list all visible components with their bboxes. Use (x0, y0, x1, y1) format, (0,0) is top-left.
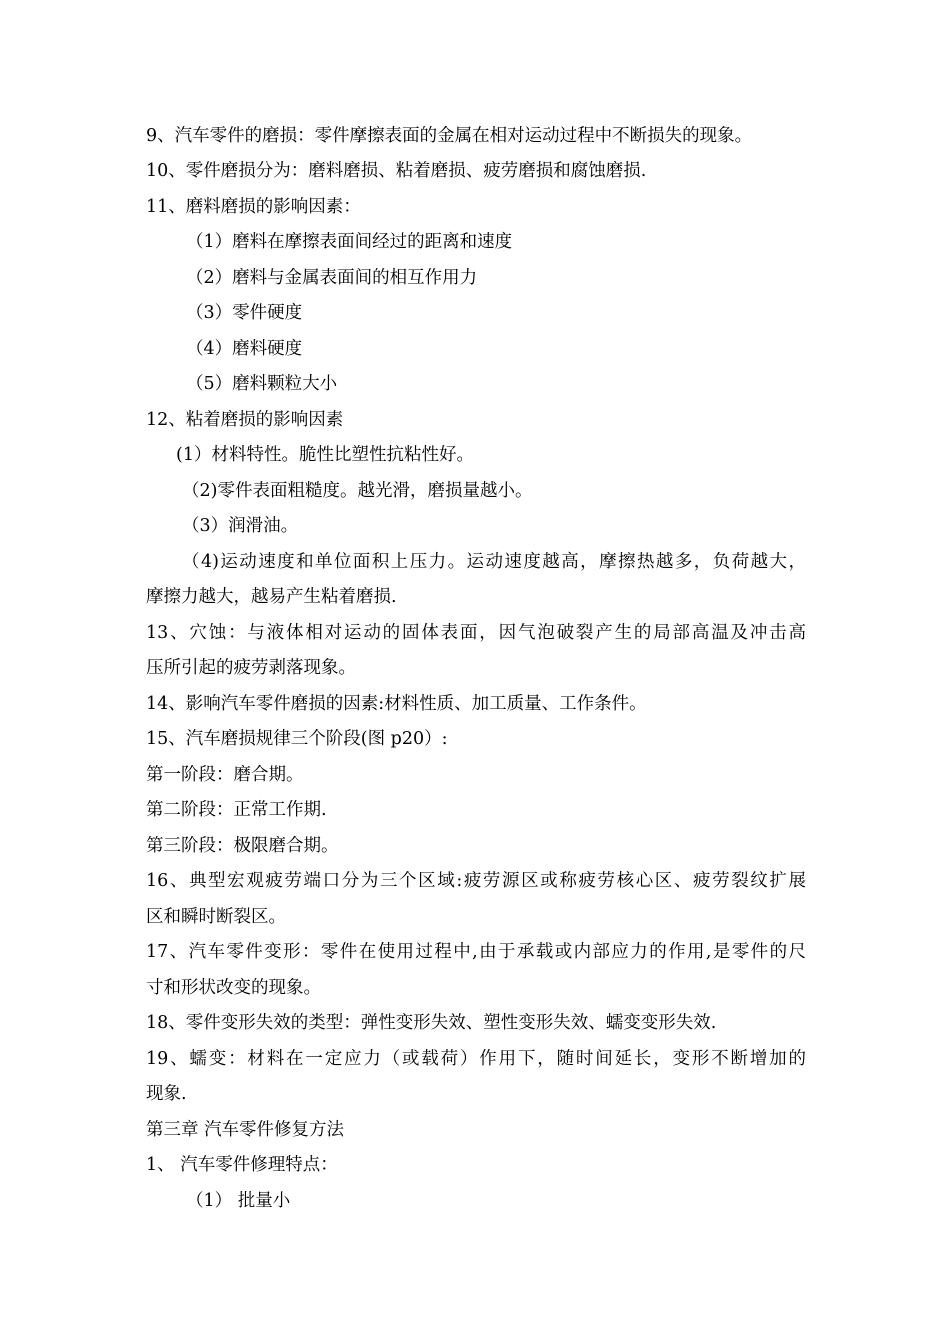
item-13-cavitation: 13、穴蚀：与液体相对运动的固体表面，因气泡破裂产生的局部高温及冲击高 (146, 623, 806, 643)
item-11-sub-2: （2）磨料与金属表面间的相互作用力 (186, 268, 478, 288)
item-19-creep: 19、蠕变：材料在一定应力（或载荷）作用下，随时间延长，变形不断增加的 (146, 1049, 806, 1069)
item-12-sub-1: (1）材料特性。脆性比塑性抗粘性好。 (176, 445, 474, 465)
stage-3: 第三阶段：极限磨合期。 (146, 836, 339, 856)
item-10-wear-types: 10、零件磨损分为：磨料磨损、粘着磨损、疲劳磨损和腐蚀磨损. (146, 161, 647, 181)
item-11-heading: 11、磨料磨损的影响因素： (146, 197, 361, 217)
stage-2: 第二阶段：正常工作期. (146, 800, 327, 820)
item-12-sub-4: （4)运动速度和单位面积上压力。运动速度越高，摩擦热越多，负荷越大， (182, 552, 806, 572)
chapter-3-item-1-sub-1: （1） 批量小 (186, 1191, 291, 1211)
item-9-definition: 9、汽车零件的磨损：零件摩擦表面的金属在相对运动过程中不断损失的现象。 (146, 126, 753, 146)
item-14-factors: 14、影响汽车零件磨损的因素:材料性质、加工质量、工作条件。 (146, 694, 647, 714)
item-12-sub-2: （2)零件表面粗糙度。越光滑，磨损量越小。 (182, 481, 533, 501)
item-13-cont: 压所引起的疲劳剥落现象。 (146, 658, 356, 678)
item-15-heading: 15、汽车磨损规律三个阶段(图 p20）: (146, 729, 448, 749)
item-16-cont: 区和瞬时断裂区。 (146, 907, 286, 927)
chapter-3-item-1: 1、 汽车零件修理特点： (146, 1155, 338, 1175)
item-17-cont: 寸和形状改变的现象。 (146, 978, 321, 998)
item-19-cont: 现象. (146, 1084, 187, 1104)
item-16-fatigue: 16、典型宏观疲劳端口分为三个区域:疲劳源区或称疲劳核心区、疲劳裂纹扩展 (146, 871, 806, 891)
stage-1: 第一阶段：磨合期。 (146, 765, 304, 785)
item-12-sub-4-cont: 摩擦力越大，越易产生粘着磨损. (146, 587, 397, 607)
item-11-sub-3: （3）零件硬度 (186, 303, 303, 323)
item-12-heading: 12、粘着磨损的影响因素 (146, 410, 344, 430)
item-11-sub-4: （4）磨料硬度 (186, 339, 303, 359)
item-11-sub-5: （5）磨料颗粒大小 (186, 374, 338, 394)
item-17-deformation: 17、汽车零件变形：零件在使用过程中,由于承载或内部应力的作用,是零件的尺 (146, 942, 806, 962)
item-12-sub-3: （3）润滑油。 (182, 516, 299, 536)
item-18-failure-types: 18、零件变形失效的类型：弹性变形失效、塑性变形失效、蠕变变形失效. (146, 1013, 717, 1033)
item-11-sub-1: （1）磨料在摩擦表面间经过的距离和速度 (186, 232, 513, 252)
chapter-3-heading: 第三章 汽车零件修复方法 (146, 1120, 345, 1140)
